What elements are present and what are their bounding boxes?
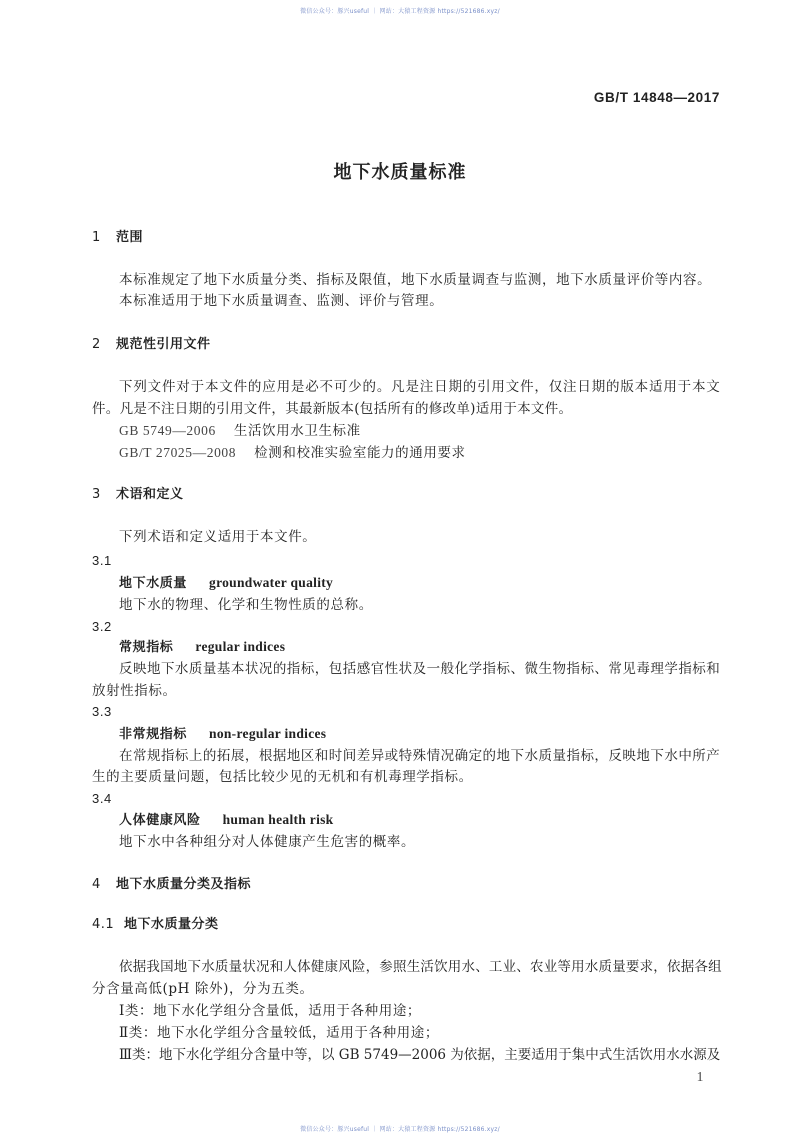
class-description: Ⅱ类：地下水化学组分含量较低，适用于各种用途； <box>119 1025 439 1041</box>
term-definition: 反映地下水质量基本状况的指标，包括感官性状及一般化学指标、微生物指标、常见毒理学指标和 <box>119 661 720 677</box>
section-number: 1 <box>92 230 101 245</box>
normative-reference <box>119 443 466 463</box>
section-number: 3 <box>92 487 101 502</box>
section-1-heading <box>92 228 143 248</box>
term-number: 3.4 <box>92 791 112 806</box>
section-number: 4.1 <box>92 917 115 932</box>
reference-title: 生活饮用水卫生标准 <box>233 423 361 439</box>
reference-code: GB 5749—2006 <box>119 423 216 438</box>
normative-reference <box>119 421 361 441</box>
reference-title: 检测和校准实验室能力的通用要求 <box>254 445 466 461</box>
term-cn: 非常规指标 <box>119 727 188 742</box>
section-number: 4 <box>92 877 101 892</box>
paragraph-line: 下列文件对于本文件的应用是必不可少的。凡是注日期的引用文件，仅注日期的版本适用于本文 <box>119 379 720 395</box>
section-3-heading <box>92 485 184 505</box>
term-cn: 地下水质量 <box>119 576 188 591</box>
paragraph-line: 依据我国地下水质量状况和人体健康风险，参照生活饮用水、工业、农业等用水质量要求，依据各组 <box>119 959 722 975</box>
section-title: 规范性引用文件 <box>116 337 211 352</box>
term-number: 3.2 <box>92 619 112 634</box>
section-number: 2 <box>92 337 101 352</box>
term-en: human health risk <box>222 812 334 827</box>
term-heading <box>119 573 333 593</box>
term-number: 3.3 <box>92 704 112 719</box>
class-description: Ⅲ类：地下水化学组分含量中等，以 GB 5749—2006 为依据，主要适用于集中式生活饮用水水源及 <box>119 1047 721 1063</box>
watermark-top: 微信公众号：豚兴useful ｜ 网站：大猿工程资源 https://521686.xyz/ <box>300 8 500 15</box>
page-title: 地下水质量标准 <box>333 162 467 183</box>
section-title: 术语和定义 <box>116 487 184 502</box>
term-definition: 生的主要质量问题，包括比较少见的无机和有机毒理学指标。 <box>92 769 473 785</box>
term-definition: 在常规指标上的拓展，根据地区和时间差异或特殊情况确定的地下水质量指标，反映地下水中所产 <box>119 748 720 764</box>
standard-number: GB/T 14848—2017 <box>593 90 720 105</box>
section-4-heading <box>92 875 251 895</box>
paragraph: 本标准适用于地下水质量调查、监测、评价与管理。 <box>119 293 444 309</box>
class-description: Ⅰ类：地下水化学组分含量低，适用于各种用途； <box>119 1003 422 1019</box>
section-2-heading <box>92 335 211 355</box>
term-en: groundwater quality <box>209 575 334 590</box>
term-heading <box>119 724 326 744</box>
term-cn: 常规指标 <box>119 640 174 655</box>
reference-code: GB/T 27025—2008 <box>119 445 237 460</box>
page-number: 1 <box>696 1069 704 1084</box>
term-en: regular indices <box>195 639 286 654</box>
term-definition: 地下水中各种组分对人体健康产生危害的概率。 <box>119 834 416 850</box>
section-title: 地下水质量分类及指标 <box>116 877 252 892</box>
section-4-1-heading <box>92 915 219 935</box>
term-cn: 人体健康风险 <box>119 813 201 828</box>
term-definition: 地下水的物理、化学和生物性质的总称。 <box>119 597 373 613</box>
paragraph-line: 件。凡是不注日期的引用文件，其最新版本(包括所有的修改单)适用于本文件。 <box>92 401 573 417</box>
section-title: 地下水质量分类 <box>124 917 219 932</box>
term-definition: 放射性指标。 <box>92 683 177 699</box>
watermark-bottom: 微信公众号：豚兴useful ｜ 网站：大猿工程资源 https://521686.xyz/ <box>300 1126 500 1133</box>
paragraph-line: 分含量高低(pH 除外)，分为五类。 <box>92 981 314 997</box>
paragraph: 本标准规定了地下水质量分类、指标及限值，地下水质量调查与监测，地下水质量评价等内容。 <box>119 272 712 288</box>
section-title: 范围 <box>116 230 144 245</box>
term-en: non-regular indices <box>209 726 327 741</box>
term-number: 3.1 <box>92 553 112 568</box>
paragraph: 下列术语和定义适用于本文件。 <box>119 529 317 545</box>
term-heading <box>119 637 285 657</box>
term-heading <box>119 810 334 830</box>
